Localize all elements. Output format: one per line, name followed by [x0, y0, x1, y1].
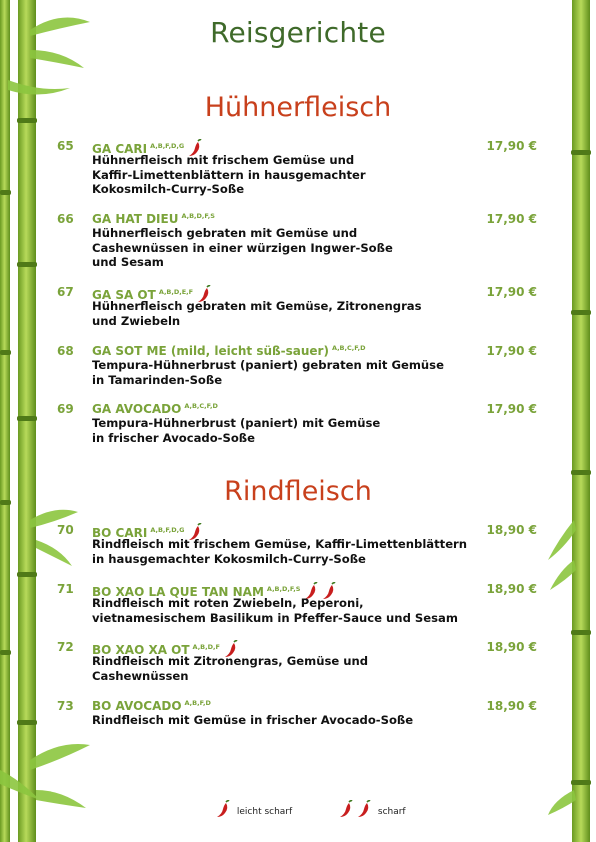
item-allergens: A,B,D,F [192, 643, 220, 651]
legend-mild-chili-icon [212, 807, 230, 817]
item-allergens: A,B,D,E,F [158, 288, 194, 296]
item-description: Rindfleisch mit Gemüse in frischer Avocado-Soße [92, 713, 414, 727]
item-name-line [92, 212, 215, 226]
item-description: Tempura-Hühnerbrust (paniert) gebraten mit Gemüse in Tamarinden-Soße [92, 358, 444, 387]
item-number: 69 [57, 402, 74, 416]
item-name: BO XAO LA QUE TAN NAM [92, 585, 264, 599]
item-name: GA AVOCADO [92, 402, 182, 416]
item-name: BO AVOCADO [92, 699, 182, 713]
legend-hot-chili-icon [335, 807, 371, 817]
item-number: 73 [57, 699, 74, 713]
item-allergens: A,B,C,F,D [184, 402, 218, 410]
item-number: 70 [57, 523, 74, 537]
item-name: GA SOT ME (mild, leicht süß-sauer) [92, 344, 329, 358]
item-price: 17,90 € [486, 285, 537, 299]
item-name: GA HAT DIEU [92, 212, 179, 226]
bamboo-right-decoration [548, 0, 596, 842]
item-price: 18,90 € [486, 523, 537, 537]
legend-mild [212, 800, 292, 818]
item-price: 17,90 € [486, 402, 537, 416]
item-description: Hühnerfleisch gebraten mit Gemüse, Zitronengras und Zwiebeln [92, 299, 422, 328]
item-number: 66 [57, 212, 74, 226]
legend-mild-label: leicht scharf [236, 807, 293, 817]
section-heading: Rindfleisch [224, 476, 372, 507]
item-number: 71 [57, 582, 74, 596]
item-allergens: A,B,F,D,G [150, 142, 185, 150]
item-name-line [92, 344, 365, 358]
item-name-line [92, 402, 218, 416]
item-description: Rindfleisch mit roten Zwiebeln, Peperoni, vietnamesischem Basilikum in Pfeffer-Sauce und Sesam [92, 596, 458, 625]
item-allergens: A,B,F,D [184, 699, 211, 707]
legend-hot [335, 800, 406, 818]
page-title: Reisgerichte [210, 16, 386, 49]
item-description: Tempura-Hühnerbrust (paniert) mit Gemüse in frischer Avocado-Soße [92, 416, 381, 445]
item-price: 18,90 € [486, 640, 537, 654]
item-number: 68 [57, 344, 74, 358]
item-price: 18,90 € [486, 699, 537, 713]
item-name: GA CARI [92, 142, 148, 156]
item-description: Rindfleisch mit Zitronengras, Gemüse und Cashewnüssen [92, 654, 369, 683]
bamboo-left-decoration [0, 0, 90, 842]
item-allergens: A,B,F,D,G [150, 526, 185, 534]
item-name: BO CARI [92, 526, 148, 540]
legend-hot-label: scharf [377, 807, 406, 817]
item-price: 17,90 € [486, 139, 537, 153]
item-number: 65 [57, 139, 74, 153]
item-name: BO XAO XA OT [92, 643, 190, 657]
item-name-line [92, 699, 211, 713]
item-description: Hühnerfleisch mit frischem Gemüse und Kaffir-Limettenblättern in hausgemachter Kokosmilch-Curry-Soße [92, 153, 366, 197]
section-heading: Hühnerfleisch [204, 92, 392, 123]
item-number: 72 [57, 640, 74, 654]
item-allergens: A,B,C,F,D [331, 344, 366, 352]
item-price: 17,90 € [486, 344, 537, 358]
item-allergens: A,B,D,F,S [181, 212, 215, 220]
item-allergens: A,B,D,F,S [266, 585, 301, 593]
item-description: Hühnerfleisch gebraten mit Gemüse und Cashewnüssen in einer würzigen Ingwer-Soße und Sesam [92, 226, 393, 270]
item-description: Rindfleisch mit frischem Gemüse, Kaffir-Limettenblättern in hausgemachter Kokosmilch-Curry-Soße [92, 537, 468, 566]
item-name: GA SA OT [92, 288, 156, 302]
item-price: 17,90 € [486, 212, 537, 226]
item-number: 67 [57, 285, 74, 299]
item-price: 18,90 € [486, 582, 537, 596]
